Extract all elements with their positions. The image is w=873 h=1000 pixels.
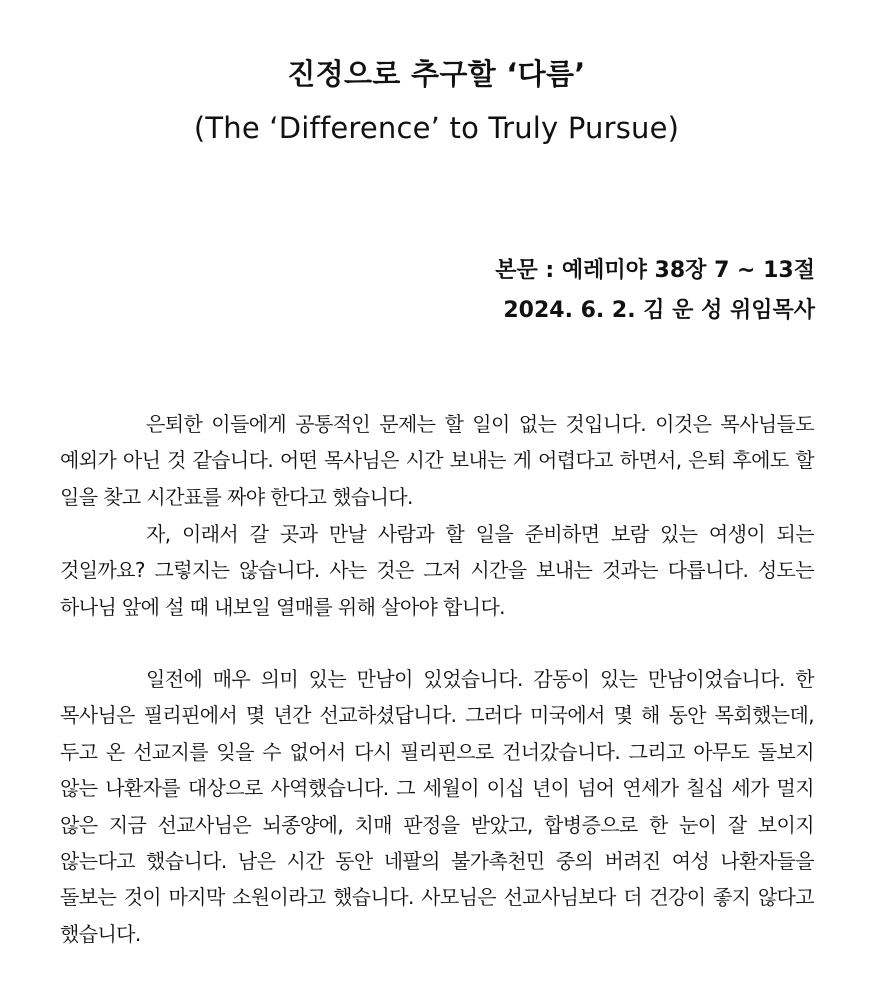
sermon-title-english: (The ‘Difference’ to Truly Pursue) [193,111,680,145]
paragraph-text: 은퇴한 이들에게 공통적인 문제는 할 일이 없는 것입니다. 이것은 목사님들도 예외가 아닌 것 같습니다. 어떤 목사님은 시간 보내는 게 어렵다고 하면서, 은퇴 후에도 할 일을 찾고 시간표를 짜야 한다고 했습니다. [60,412,814,509]
sermon-title-korean: 진정으로 추구할 ‘다름’ [287,57,586,91]
sermon-paragraph [60,661,814,952]
sermon-paragraph [60,406,814,515]
date-and-author: 2024. 6. 2. 김 운 성 위임목사 [503,298,815,323]
paragraph-text: 일전에 매우 의미 있는 만남이 있었습니다. 감동이 있는 만남이었습니다. 한 목사님은 필리핀에서 몇 년간 선교하셨답니다. 그러다 미국에서 몇 해 동안 목회했는데, 두고 온 선교지를 잊을 수 없어서 다시 필리핀으로 건너갔습니다. 그리고 아무도 돌보지 않는 나환자를 대상으로 사역했습니다. 그 세월이 이십 년이 넘어 연세가 칠십 세가 멀지 않은 지금 선교사님은 뇌종양에, 치매 판정을 받았고, 합병증으로 한 눈이 잘 보이지 않는다고 했습니다. 남은 시간 동안 네팔의 불가촉천민 중의 버려진 여성 나환자들을 돌보는 것이 마지막 소원이라고 했습니다. 사모님은 선교사님보다 더 건강이 좋지 않다고 했습니다. [60,667,814,946]
scripture-reference: 본문 : 예레미야 38장 7 ~ 13절 [495,258,815,283]
sermon-paragraph [60,516,814,625]
paragraph-text: 자, 이래서 갈 곳과 만날 사람과 할 일을 준비하면 보람 있는 여생이 되는 것일까요? 그렇지는 않습니다. 사는 것은 그저 시간을 보내는 것과는 다릅니다. 성도는 하나님 앞에 설 때 내보일 열매를 위해 살아야 합니다. [60,522,814,619]
